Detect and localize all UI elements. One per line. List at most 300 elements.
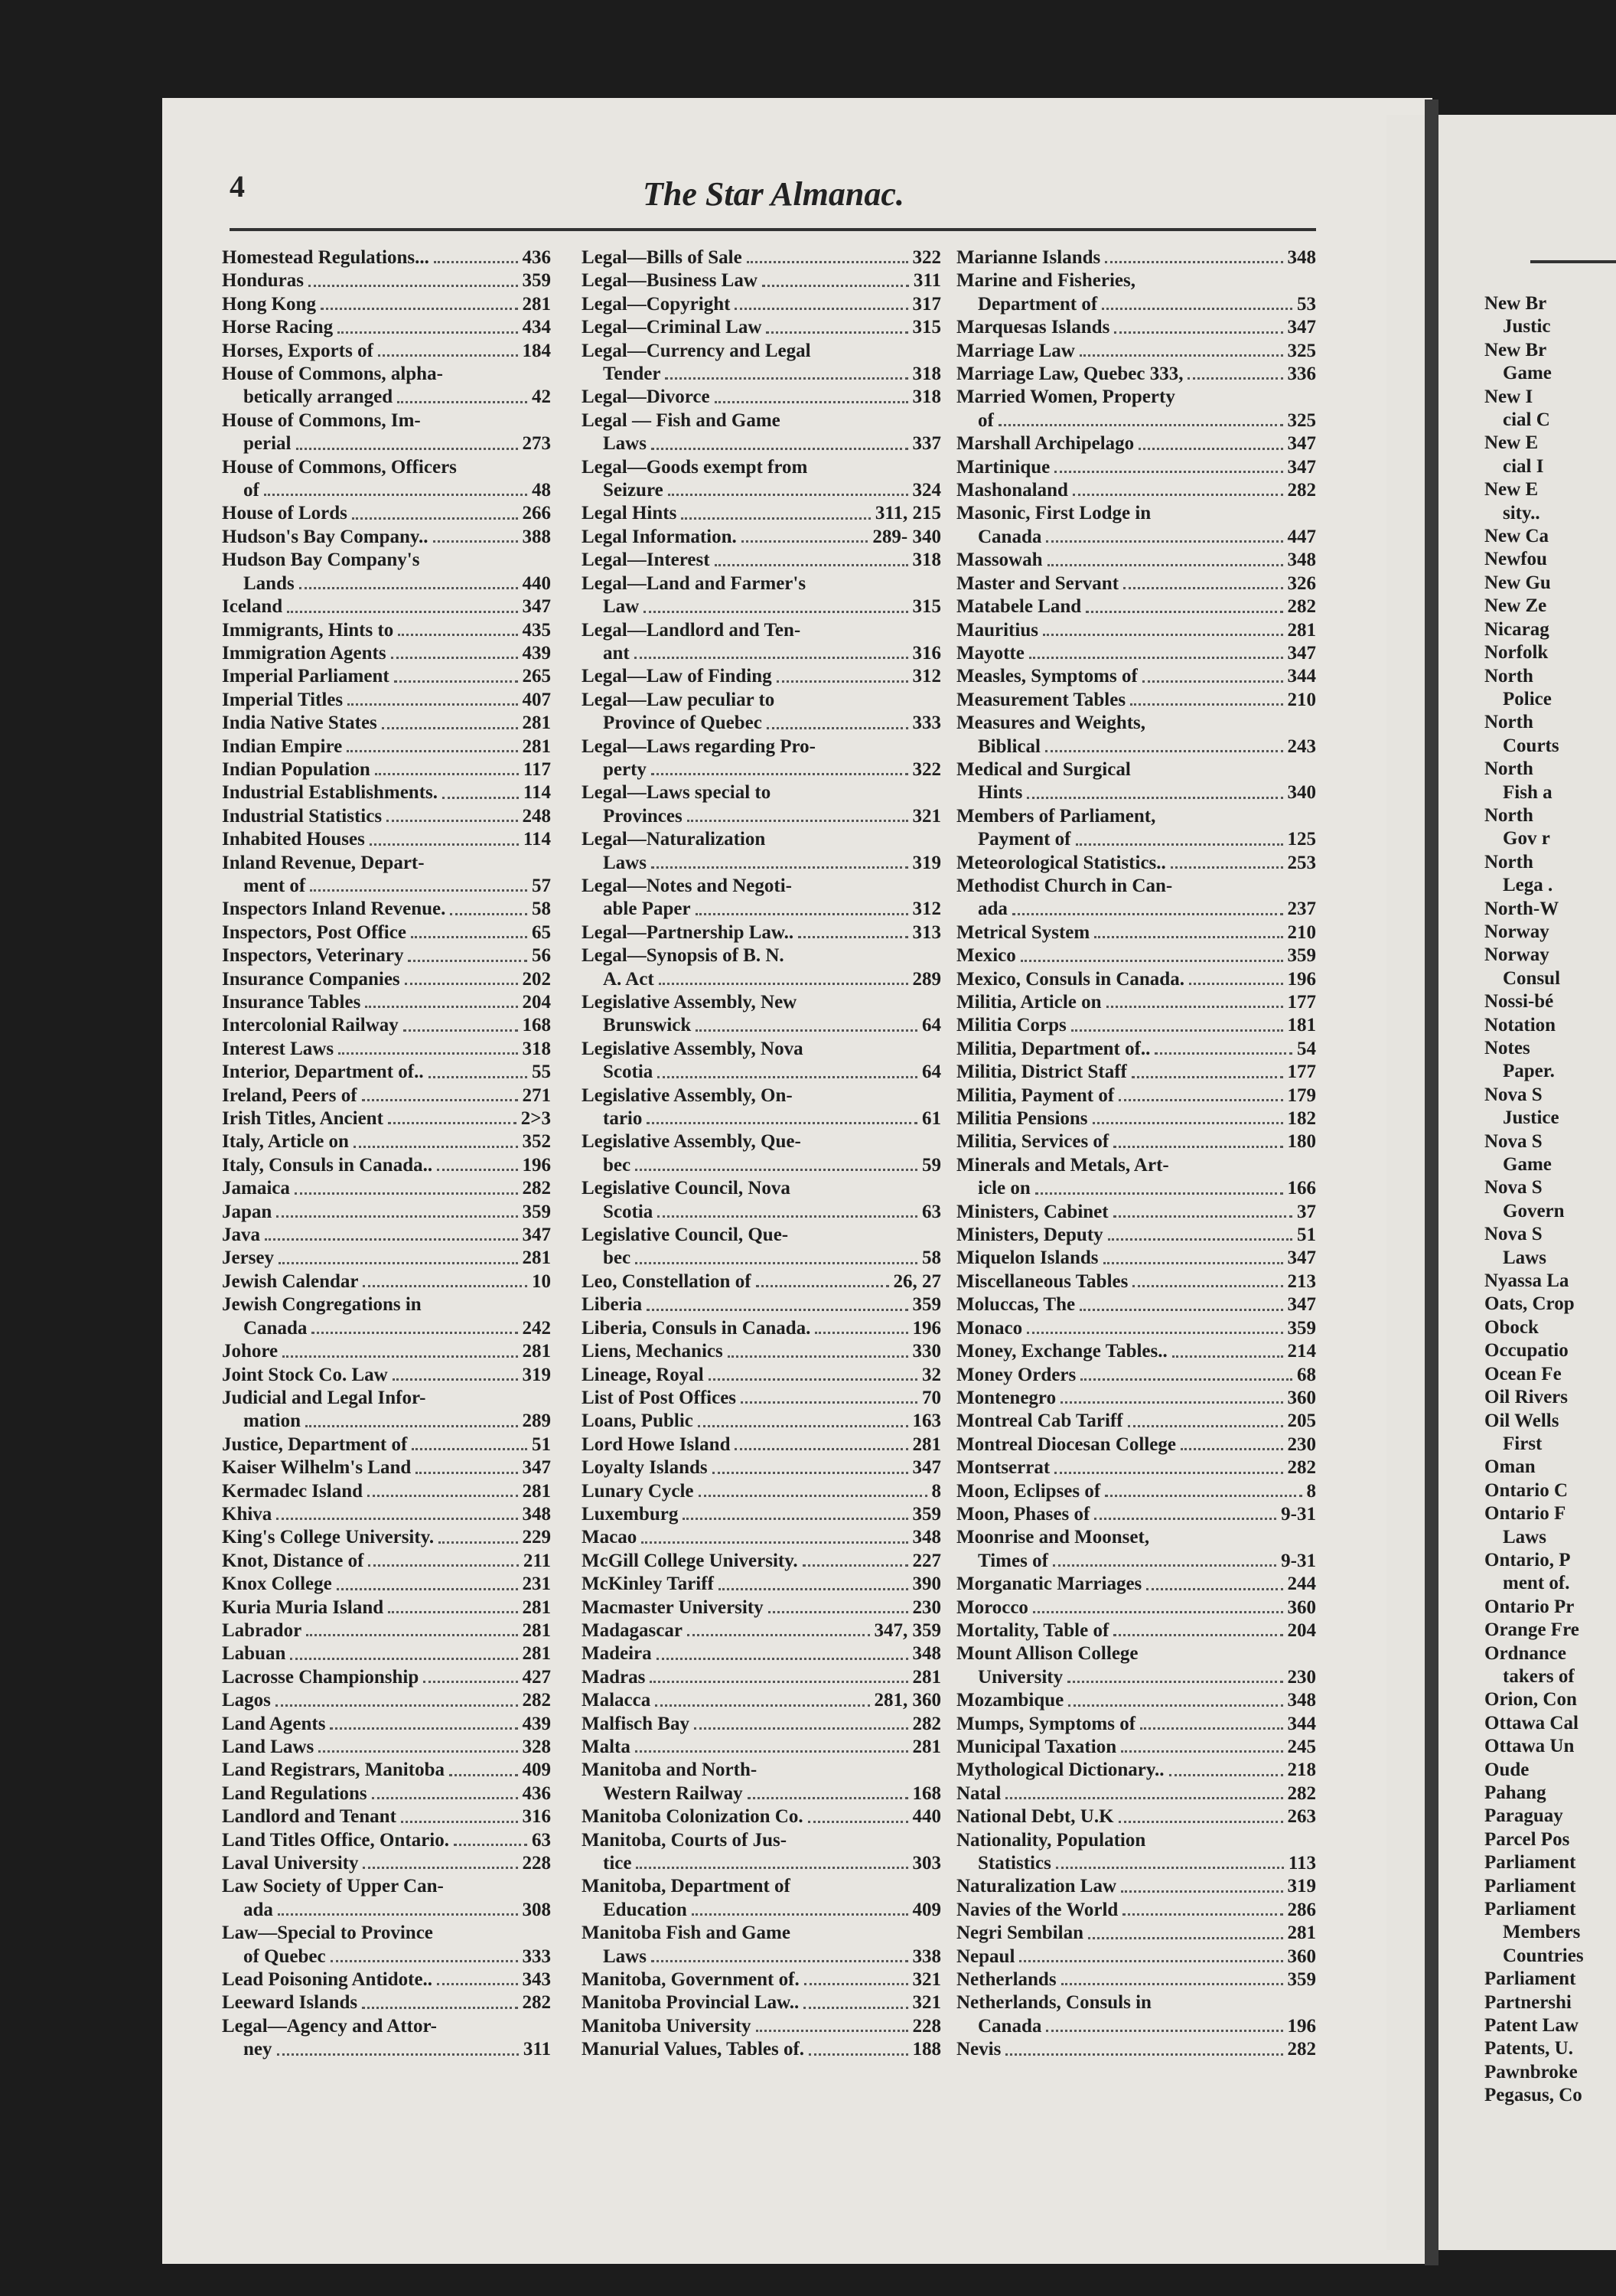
entry-page: 325 [1287,409,1316,431]
entry-term: Mumps, Symptoms of [956,1713,1136,1734]
entry-page: 245 [1287,1737,1316,1757]
entry-term: Italy, Consuls in Canada.. [222,1154,433,1176]
dot-leader [1105,1495,1302,1497]
index-entry [956,689,1316,712]
index-entry [956,1968,1316,1991]
entry-page: 65 [532,921,551,943]
entry-term: Netherlands [956,1969,1057,1991]
index-entry [222,944,551,967]
index-entry [582,1154,941,1177]
entry-term: Ministers, Cabinet [956,1201,1109,1222]
entry-term: Legal — Fish and Game [582,409,780,431]
dot-leader [715,564,908,566]
index-entry [956,1340,1316,1363]
index-entry [582,1875,941,1898]
entry-term: Hong Kong [222,293,316,315]
index-entry [222,1084,551,1107]
entry-term: Ministers, Deputy [956,1225,1103,1246]
entry-term: Negri Sembilan [956,1923,1083,1944]
entry-page: 281, 360 [874,1690,941,1711]
entry-page: 289 [912,968,941,990]
index-entry [222,1014,551,1037]
entry-term: Master and Servant [956,572,1119,594]
index-entry [956,1736,1316,1759]
dot-leader [394,680,518,683]
index-entry [222,2015,551,2038]
entry-term: Manitoba Colonization Co. [582,1806,803,1828]
page-title: The Star Almanac. [643,175,904,213]
entry-term: Morganatic Marriages [956,1574,1142,1595]
entry-term: Jersey [222,1247,275,1269]
index-entry [956,1014,1316,1037]
entry-page: 182 [1287,1108,1316,1130]
right-page-fragment: Nova S [1484,1130,1543,1152]
entry-term: Militia, Payment of [956,1084,1115,1106]
entry-page: 265 [522,666,551,687]
dot-leader [310,889,527,892]
entry-page: 348 [912,1643,941,1665]
index-entry [222,1061,551,1084]
entry-term: Methodist Church in Can- [956,875,1173,896]
index-entry [582,735,941,758]
entry-page: 360 [1287,1596,1316,1618]
dot-leader [1076,843,1283,846]
dot-leader [1088,1937,1283,1939]
entry-term: House of Commons, Im- [222,409,421,431]
entry-term: Japan [222,1201,272,1222]
index-entry [582,1573,941,1596]
index-entry [582,2015,941,2038]
entry-page: 409 [522,1760,551,1781]
dot-leader [687,1634,870,1636]
index-entry [222,1387,551,1410]
entry-term: Mount Allison College [956,1643,1139,1665]
entry-term: Navies of the World [956,1899,1119,1920]
index-entry [582,1899,941,1922]
dot-leader [1172,1355,1283,1358]
entry-page: 359 [1287,1969,1316,1991]
right-page-fragment: North [1484,712,1533,733]
entry-page: 316 [912,642,941,664]
index-entry [956,1293,1316,1316]
dot-leader [809,2053,907,2056]
entry-page: 181 [1287,1015,1316,1036]
index-entry [956,269,1316,292]
dot-leader [393,1378,518,1381]
entry-page: 321 [912,805,941,827]
entry-term: Measures and Weights, [956,713,1146,734]
entry-term: Meteorological Statistics.. [956,852,1166,873]
index-entry [222,1503,551,1526]
entry-page: 347 [522,1225,551,1246]
index-entry [582,898,941,921]
index-entry [222,898,551,921]
right-page-fragment: Partnershi [1484,1991,1572,2013]
dot-leader [415,1472,517,1474]
index-entry [582,1107,941,1130]
entry-term: Land Titles Office, Ontario. [222,1829,449,1851]
entry-page: 202 [522,968,551,990]
entry-page: 321 [912,1969,941,1991]
entry-term: National Debt, U.K [956,1806,1114,1828]
entry-term: Militia, Department of.. [956,1038,1151,1059]
index-entry [222,1642,551,1665]
entry-page: 57 [532,875,551,896]
dot-leader [1073,494,1283,496]
right-page-fragment: Oman [1484,1456,1536,1478]
index-entry [222,1154,551,1177]
entry-page: 37 [1297,1201,1316,1222]
entry-page: 338 [912,1945,941,1967]
entry-term: Malta [582,1737,630,1757]
entry-page: 281 [522,713,551,734]
entry-term: Legal—Notes and Negoti- [582,875,792,896]
index-entry [222,1991,551,2014]
entry-term: Madagascar [582,1619,683,1641]
right-page-fragment: Oil Rivers [1484,1387,1569,1408]
entry-term: Intercolonial Railway [222,1015,399,1036]
dot-leader [278,1913,518,1916]
index-entry [582,689,941,712]
index-entry [956,1550,1316,1573]
entry-term: Marianne Islands [956,247,1101,268]
entry-term: Inhabited Houses [222,829,365,850]
index-entry [222,2038,551,2061]
dot-leader [412,1448,527,1450]
entry-term: Lineage, Royal [582,1364,704,1385]
dot-leader [405,983,518,985]
entry-page: 347 [1287,456,1316,478]
dot-leader [403,1029,518,1032]
entry-page: 51 [532,1433,551,1455]
dot-leader [265,1238,518,1241]
entry-page: 340 [1287,782,1316,804]
dot-leader [449,1774,518,1776]
entry-page: 282 [1287,596,1316,618]
index-entry [582,1293,941,1316]
right-page-fragment: North [1484,758,1533,780]
dot-leader [305,1425,518,1427]
index-entry [222,828,551,851]
entry-term: Department of [978,293,1098,315]
index-entry [582,1922,941,1945]
dot-leader [1123,587,1282,589]
entry-page: 348 [912,1527,941,1548]
entry-page: 63 [922,1201,941,1222]
dot-leader [437,1169,517,1171]
entry-term: icle on [978,1178,1031,1199]
entry-page: 26, 27 [893,1270,941,1292]
entry-term: Labuan [222,1643,286,1665]
entry-page: 359 [1287,1317,1316,1339]
right-page-fragment: Obock [1484,1316,1539,1338]
entry-term: McGill College University. [582,1550,798,1571]
entry-term: Legal—Landlord and Ten- [582,619,801,641]
index-entry [582,502,941,525]
entry-term: ant [603,642,630,664]
entry-term: Legal—Laws regarding Pro- [582,735,816,757]
index-entry [582,1759,941,1782]
entry-term: Moon, Phases of [956,1503,1090,1525]
index-entry [956,781,1316,804]
dot-leader [635,1750,908,1753]
right-page-fragment: New I [1484,386,1533,407]
entry-term: Loyalty Islands [582,1457,708,1479]
index-entry [582,968,941,991]
entry-term: Montenegro [956,1387,1057,1408]
entry-page: 218 [1287,1760,1316,1781]
entry-term: Lacrosse Championship [222,1666,419,1688]
index-entry [222,1456,551,1479]
index-entry [582,1642,941,1665]
right-page-fragment: Notes [1484,1038,1530,1058]
page-number: 4 [230,169,245,204]
entry-page: 315 [912,596,941,618]
entry-page: 343 [522,1969,551,1991]
dot-leader [337,331,517,334]
index-entry [582,875,941,898]
dot-leader [1094,936,1282,938]
index-entry [582,1130,941,1153]
right-page-fragment: ment of. [1503,1573,1570,1594]
entry-page: 409 [912,1899,941,1920]
index-entry [222,1107,551,1130]
entry-term: Insurance Companies [222,968,400,990]
entry-term: Judicial and Legal Infor- [222,1387,426,1408]
entry-page: 281 [912,1666,941,1688]
dot-leader [641,1541,907,1544]
dot-leader [296,448,518,450]
dot-leader [1080,1378,1292,1381]
entry-term: Indian Empire [222,735,343,757]
entry-term: Legislative Assembly, New [582,992,797,1013]
entry-term: Marriage Law, Quebec 333, [956,364,1184,385]
entry-page: 281 [522,735,551,757]
dot-leader [1171,866,1283,869]
right-page-fragment: North [1484,851,1533,872]
index-entry [956,386,1316,409]
entry-page: 56 [532,945,551,967]
dot-leader [1146,1588,1282,1590]
right-page-fragment: Notation [1484,1014,1556,1035]
dot-leader [1086,611,1282,613]
index-entry [956,1456,1316,1479]
entry-page: 347 [1287,317,1316,338]
entry-term: Lunary Cycle [582,1480,694,1502]
entry-term: Java [222,1225,260,1246]
entry-page: 10 [532,1270,551,1292]
dot-leader [1189,983,1283,985]
index-entry [582,1364,941,1387]
index-entry [222,1875,551,1898]
dot-leader [365,1006,517,1008]
right-page-fragment: Fish a [1503,781,1552,803]
dot-leader [1012,913,1283,915]
index-entry [222,1130,551,1153]
dot-leader [999,424,1283,426]
entry-term: Scotia [603,1201,653,1222]
dot-leader [643,611,907,613]
dot-leader [1080,354,1283,357]
dot-leader [650,1681,907,1683]
right-page-fragment: Parliament [1484,1899,1576,1920]
right-page-fragment: Ordnance [1484,1642,1566,1664]
index-entry [956,805,1316,828]
right-page-fragment: Oil Wells [1484,1410,1559,1431]
dot-leader [659,983,908,985]
index-entry [222,1340,551,1363]
index-entry [222,1317,551,1340]
entry-term: House of Commons, Officers [222,456,457,478]
index-entry [222,572,551,595]
entry-page: 328 [522,1737,551,1757]
entry-page: 243 [1287,735,1316,757]
dot-leader [408,960,527,962]
index-entry [222,363,551,386]
dot-leader [1132,1285,1282,1287]
dot-leader [1056,1867,1284,1869]
dot-leader [442,797,519,799]
index-entry [582,991,941,1014]
dot-leader [1128,1425,1283,1427]
dot-leader [437,1983,517,1985]
entry-term: Legal—Criminal Law [582,317,762,338]
dot-leader [398,634,517,636]
entry-page: 316 [522,1806,551,1828]
index-entry [956,293,1316,316]
dot-leader [1119,1099,1282,1101]
dot-leader [1140,1727,1282,1730]
index-entry [956,1666,1316,1689]
entry-term: Indian Population [222,758,370,780]
index-entry [582,1805,941,1828]
index-entry [956,246,1316,269]
right-page-fragment: sity.. [1503,502,1540,523]
entry-term: Legal—Law of Finding [582,666,772,687]
index-entry [956,1061,1316,1084]
index-entry [956,1713,1316,1736]
entry-page: 344 [1287,666,1316,687]
entry-page: 230 [1287,1433,1316,1455]
dot-leader [803,2007,907,2009]
right-page-fragment: First [1503,1433,1543,1454]
dot-leader [681,517,871,520]
index-entry [222,269,551,292]
dot-leader [276,1518,517,1520]
entry-term: House of Lords [222,503,347,524]
dot-leader [683,1518,907,1520]
dot-leader [756,1285,889,1287]
index-entry [956,665,1316,688]
dot-leader [718,1588,908,1590]
dot-leader [657,1215,917,1218]
index-entry [582,1014,941,1037]
dot-leader [651,866,908,869]
entry-page: 281 [522,293,551,315]
dot-leader [808,1821,908,1823]
entry-page: 114 [523,782,551,804]
entry-term: Industrial Statistics [222,805,383,827]
entry-term: Law [603,596,640,618]
entry-page: 53 [1297,293,1316,315]
index-entry [582,852,941,875]
dot-leader [696,913,908,915]
index-column-2 [582,246,941,2062]
index-entry [222,852,551,875]
entry-page: 213 [1287,1270,1316,1292]
entry-page: 237 [1287,899,1316,920]
entry-page: 359 [912,1294,941,1316]
right-page-fragment: Orange Fre [1484,1619,1579,1641]
right-page-fragment: Lega . [1503,875,1553,896]
entry-term: tice [603,1853,632,1874]
entry-term: Marquesas Islands [956,317,1110,338]
entry-term: Legal—Synopsis of B. N. [582,945,784,967]
dot-leader [709,1378,917,1381]
index-entry [582,781,941,804]
entry-term: Measles, Symptoms of [956,666,1138,687]
dot-leader [1046,2030,1282,2032]
entry-page: 196 [912,1317,941,1339]
index-entry [582,1968,941,1991]
dot-leader [1113,1146,1282,1148]
dot-leader [1121,1890,1282,1893]
entry-page: 347 [522,1457,551,1479]
entry-term: Manitoba Provincial Law.. [582,1992,800,2014]
dot-leader [337,1588,518,1590]
entry-term: Marshall Archipelago [956,433,1135,455]
index-entry [582,1456,941,1479]
index-entry [956,898,1316,921]
entry-page: 114 [523,829,551,850]
entry-page: 322 [912,758,941,780]
dot-leader [1033,1611,1283,1613]
entry-term: Money Orders [956,1364,1077,1385]
index-entry [222,1922,551,1945]
entry-term: Manitoba Fish and Game [582,1923,790,1944]
index-entry [582,246,941,269]
index-entry [582,1177,941,1200]
entry-page: 289- 340 [872,526,941,547]
right-page-fragment: cial C [1503,409,1550,431]
index-entry [956,1433,1316,1456]
index-entry [582,1945,941,1968]
entry-term: Legislative Council, Que- [582,1225,789,1246]
entry-term: ada [243,1899,273,1920]
index-entry [582,1038,941,1061]
entry-page: 347 [522,596,551,618]
dot-leader [1108,1238,1292,1241]
right-page-fragment: Nova S [1484,1224,1543,1245]
index-entry [582,409,941,432]
entry-page: 282 [1287,1782,1316,1804]
entry-page: 333 [912,713,941,734]
entry-page: 324 [912,480,941,501]
right-page-fragment: Orion, Con [1484,1689,1577,1711]
index-entry [582,1480,941,1503]
right-page-fragment: Pawnbroke [1484,2061,1578,2082]
dot-leader [362,1099,518,1101]
entry-page: 242 [522,1317,551,1339]
dot-leader [306,1634,517,1636]
right-page-fragment: Patents, U. [1484,2038,1573,2060]
index-entry [582,712,941,735]
dot-leader [1122,1913,1282,1916]
index-entry [222,968,551,991]
dot-leader [636,1867,907,1869]
right-page-fragment: Game [1503,1154,1552,1176]
index-entry [582,1084,941,1107]
